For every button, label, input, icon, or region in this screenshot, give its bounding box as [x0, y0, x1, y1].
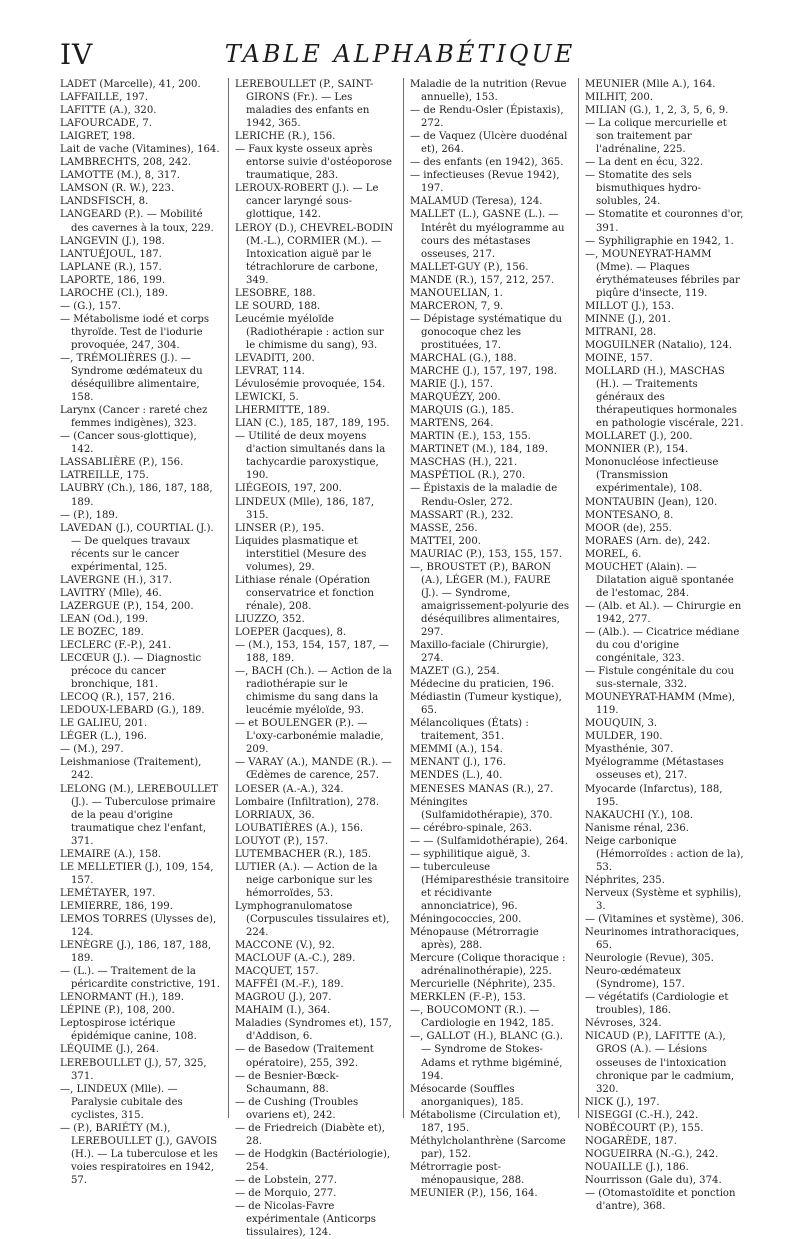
- index-entry: — La colique mercurielle et son traitement par l'adrénaline, 225.: [585, 118, 727, 156]
- index-entry: MENANT (J.), 176.: [410, 757, 506, 769]
- index-column-2: [235, 78, 395, 1239]
- index-entry: LE BOZEC, 189.: [60, 626, 144, 638]
- index-entry: LEMAIRE (A.), 158.: [60, 848, 162, 860]
- index-entry: MOINE, 157.: [585, 352, 653, 364]
- index-entry: LADET (Marcelle), 41, 200.: [60, 79, 201, 90]
- index-entry: MORAES (Arn. de), 242.: [585, 535, 711, 547]
- index-entry: MARQUÉZY, 200.: [410, 392, 501, 404]
- index-entry: MARCERON, 7, 9.: [410, 300, 504, 312]
- index-entry: MAURIAC (P.), 153, 155, 157.: [410, 548, 563, 560]
- index-entry: LAVERGNE (H.), 317.: [60, 574, 172, 586]
- index-entry: MARCHE (J.), 157, 197, 198.: [410, 366, 557, 378]
- index-entry: LAVITRY (Mlle), 46.: [60, 587, 162, 599]
- index-entry: MOLLARET (J.), 200.: [585, 431, 693, 443]
- index-entry: MOLLARD (H.), MASCHAS (H.). — Traitements généraux des thérapeutiques hormonales en pathologie viscérale, 221.: [585, 366, 744, 430]
- index-entry: Nanisme rénal, 236.: [585, 822, 689, 834]
- index-entry: — (G.), 157.: [60, 300, 121, 312]
- index-entry: Larynx (Cancer : rareté chez femmes indigènes), 323.: [60, 405, 208, 430]
- index-entry: — (M.), 153, 154, 157, 187, —188, 189.: [235, 640, 389, 665]
- index-entry: MASCHAS (H.), 221.: [410, 457, 518, 469]
- index-entry: — Fistule congénitale du cou sus-sternale, 332.: [585, 666, 734, 691]
- index-entry: LEROY (D.), CHEVREL-BODIN (M.-L.), CORMIER (M.). — Intoxication aiguë par le tétrachlorure de carbone, 349.: [235, 222, 394, 286]
- index-entry: Lait de vache (Vitamines), 164.: [60, 144, 220, 156]
- index-entry: LEROUX-ROBERT (J.). — Le cancer laryngé sous-glottique, 142.: [235, 183, 379, 221]
- index-entry: LEAN (Od.), 199.: [60, 613, 149, 625]
- index-entry: NICAUD (P.), LAFITTE (A.), GROS (A.). — Lésions osseuses de l'intoxication chronique par le cadmium, 320.: [585, 1031, 735, 1095]
- index-entry: MITRANI, 28.: [585, 326, 657, 338]
- index-columns: [60, 78, 760, 1239]
- index-entry: MILLOT (J.), 153.: [585, 300, 675, 312]
- index-entry: LOEPER (Jacques), 8.: [235, 626, 347, 638]
- index-entry: NOGUEIRRA (N.-G.), 242.: [585, 1148, 719, 1160]
- index-entry: MASSE, 256.: [410, 522, 478, 534]
- index-entry: — cérébro-spinale, 263.: [410, 822, 532, 834]
- index-entry: —, BACH (Ch.). — Action de la radiothérapie sur le chimisme du sang dans la leucémie myéloïde, 93.: [235, 666, 392, 717]
- index-entry: MENDES (L.), 40.: [410, 770, 503, 782]
- index-entry: MOOR (de), 255.: [585, 522, 672, 534]
- index-entry: LECOQ (R.), 157, 216.: [60, 692, 175, 704]
- index-entry: MALAMUD (Teresa), 124.: [410, 196, 543, 208]
- index-entry: LEMOS TORRES (Ulysses de), 124.: [60, 914, 217, 939]
- index-entry: LEDOUX-LEBARD (G.), 189.: [60, 705, 205, 717]
- index-entry: — (Otomastoïdite et ponction d'antre), 368.: [585, 1187, 736, 1213]
- index-entry: MAZET (G.), 254.: [410, 666, 500, 678]
- index-entry: —, BROUSTET (P.), BARON (A.), LÉGER (M.), FAURE (J.). — Syndrome, amaigrissement-polyurie des déséquilibres alimentaires, 297.: [410, 561, 570, 638]
- index-entry: MASSART (R.), 232.: [410, 509, 514, 521]
- index-entry: — (M.), 297.: [60, 744, 124, 756]
- index-entry: Ménopause (Métrorragie après), 288.: [410, 927, 539, 952]
- index-entry: — La dent en écu, 322.: [585, 157, 704, 169]
- index-entry: Neurologie (Revue), 305.: [585, 953, 714, 965]
- index-entry: LAROCHE (Cl.), 189.: [60, 287, 168, 299]
- index-entry: LECLERC (F.-P.), 241.: [60, 640, 172, 652]
- index-entry: MOUNEYRAT-HAMM (Mme), 119.: [585, 692, 736, 717]
- index-entry: LEMIERRE, 186, 199.: [60, 900, 173, 912]
- index-entry: Leucémie myéloïde (Radiothérapie : action sur le chimisme du sang), 93.: [235, 313, 384, 351]
- index-entry: MOUQUIN, 3.: [585, 718, 658, 730]
- index-entry: — de Cushing (Troubles ovariens et), 242.: [235, 1096, 359, 1121]
- index-entry: NICK (J.), 197.: [585, 1096, 660, 1108]
- index-entry: LUTEMBACHER (R.), 185.: [235, 848, 372, 860]
- index-entry: — Faux kyste osseux après entorse suivie d'ostéoporose traumatique, 283.: [235, 144, 393, 182]
- index-entry: LHERMITTE, 189.: [235, 405, 330, 417]
- index-entry: MACQUET, 157.: [235, 966, 319, 978]
- index-entry: LAVEDAN (J.), COURTIAL (J.). — De quelques travaux récents sur le cancer expérimental, 125.: [60, 522, 214, 573]
- index-entry: Myasthénie, 307.: [585, 744, 674, 756]
- index-entry: LIAN (C.), 185, 187, 189, 195.: [235, 418, 390, 430]
- index-entry: — — (Sulfamidothérapie), 264.: [410, 835, 569, 847]
- index-entry: Lévulosémie provoquée, 154.: [235, 379, 386, 391]
- index-entry: LÉGER (L.), 196.: [60, 731, 147, 743]
- index-entry: MILHIT, 200.: [585, 92, 653, 104]
- index-entry: Myélogramme (Métastases osseuses et), 217.: [585, 757, 724, 782]
- index-entry: MULDER, 190.: [585, 731, 663, 743]
- index-entry: — (Alb.). — Cicatrice médiane du cou d'origine congénitale, 323.: [585, 626, 740, 665]
- index-entry: Maladie de la nutrition (Revue annuelle), 153.: [410, 79, 567, 104]
- index-entry: — de Rendu-Osler (Épistaxis), 272.: [410, 105, 564, 130]
- index-entry: — tuberculeuse (Hémiparesthésie transitoire et récidivante annonciatrice), 96.: [410, 861, 570, 912]
- index-entry: NOGARÈDE, 187.: [585, 1135, 677, 1147]
- index-entry: Mononucléose infectieuse (Transmission expérimentale), 108.: [585, 457, 719, 495]
- index-entry: — infectieuses (Revue 1942), 197.: [410, 170, 560, 195]
- index-entry: — de Morquio, 277.: [235, 1187, 337, 1199]
- index-entry: MAFFÉI (M.-F.), 189.: [235, 979, 344, 991]
- page-number: IV: [60, 38, 94, 71]
- index-entry: — (Vitamines et système), 306.: [585, 914, 745, 925]
- index-entry: Mélancoliques (États) : traitement, 351.: [410, 718, 529, 743]
- index-entry: Liquides plasmatique et interstitiel (Mesure des volumes), 29.: [235, 535, 367, 573]
- index-entry: LAUBRY (Ch.), 186, 187, 188, 189.: [60, 483, 213, 508]
- index-entry: LENÈGRE (J.), 186, 187, 188, 189.: [60, 940, 212, 965]
- index-entry: Néphrites, 235.: [585, 874, 665, 886]
- index-entry: MANOUELIAN, 1.: [410, 287, 503, 299]
- index-entry: — (P.), 189.: [60, 509, 119, 521]
- index-entry: LÉQUIME (J.), 264.: [60, 1044, 159, 1056]
- index-entry: LEVRAT, 114.: [235, 366, 305, 378]
- index-entry: — Dépistage systématique du gonocoque chez les prostituées, 17.: [410, 313, 563, 351]
- index-entry: LOESER (A.-A.), 324.: [235, 783, 344, 795]
- index-entry: — VARAY (A.), MANDE (R.). — Œdèmes de carence, 257.: [235, 757, 392, 782]
- index-column-3: [410, 78, 570, 1200]
- index-entry: — Syphiligraphie en 1942, 1.: [585, 235, 734, 247]
- index-entry: LATREILLE, 175.: [60, 470, 149, 482]
- index-entry: Nerveux (Système et syphilis), 3.: [585, 887, 742, 912]
- index-entry: MAGROU (J.), 207.: [235, 992, 332, 1004]
- index-entry: NISEGGI (C.-H.), 242.: [585, 1109, 699, 1121]
- index-entry: Neurinomes intrathoraciques, 65.: [585, 927, 740, 952]
- index-entry: MILIAN (G.), 1, 2, 3, 5, 6, 9.: [585, 105, 729, 117]
- page-title: TABLE ALPHABÉTIQUE: [224, 40, 576, 68]
- index-entry: MACLOUF (A.-C.), 289.: [235, 953, 356, 965]
- index-entry: Neuro-œdémateux (Syndrome), 157.: [585, 966, 685, 991]
- index-entry: MARCHAL (G.), 188.: [410, 352, 517, 364]
- index-entry: Méthylcholanthrène (Sarcome par), 152.: [410, 1135, 566, 1160]
- index-entry: — de Hodgkin (Bactériologie), 254.: [235, 1148, 391, 1173]
- index-entry: LUTIER (A.). — Action de la neige carbonique sur les hémorroïdes, 53.: [235, 861, 378, 899]
- index-entry: — Utilité de deux moyens d'action simultanés dans la tachycardie paroxystique, 190.: [235, 431, 386, 482]
- index-entry: Leptospirose ictérique épidémique canine, 108.: [60, 1018, 197, 1043]
- index-entry: LE SOURD, 188.: [235, 300, 321, 312]
- index-entry: LANDSFISCH, 8.: [60, 196, 149, 208]
- index-entry: MEMMI (A.), 154.: [410, 744, 503, 756]
- index-entry: LEMÉTAYER, 197.: [60, 887, 156, 899]
- index-entry: MOUCHET (Alain). — Dilatation aiguë spontanée de l'estomac, 284.: [585, 561, 734, 599]
- index-entry: — Stomatite des sels bismuthiques hydro-solubles, 24.: [585, 170, 702, 208]
- index-entry: MENESES MANAS (R.), 27.: [410, 783, 554, 795]
- index-entry: Mercure (Colique thoracique : adrénalinothérapie), 225.: [410, 953, 566, 978]
- index-entry: MARTENS, 264.: [410, 418, 494, 430]
- index-entry: — de Besnier-Bœck-Schaumann, 88.: [235, 1070, 339, 1095]
- index-entry: MARTIN (E.), 153, 155.: [410, 431, 531, 443]
- index-entry: LENORMANT (H.), 189.: [60, 992, 184, 1004]
- index-entry: — végétatifs (Cardiologie et troubles), 186.: [585, 992, 729, 1017]
- index-entry: MANDE (R.), 157, 212, 257.: [410, 274, 555, 286]
- index-entry: LIÉGEOIS, 197, 200.: [235, 483, 342, 495]
- index-entry: — syphilitique aiguë, 3.: [410, 848, 531, 860]
- index-entry: — Épistaxis de la maladie de Rendu-Osler, 272.: [410, 483, 558, 508]
- index-entry: MEUNIER (Mlle A.), 164.: [585, 79, 716, 90]
- index-entry: LORRIAUX, 36.: [235, 809, 315, 821]
- index-entry: MINNE (J.), 201.: [585, 313, 671, 325]
- index-column-4: [585, 78, 745, 1213]
- index-entry: LANGEVIN (J.), 198.: [60, 235, 165, 247]
- index-entry: LEWICKI, 5.: [235, 392, 299, 404]
- index-entry: LAFOURCADE, 7.: [60, 118, 152, 130]
- index-entry: Mésocarde (Souffles anorganiques), 185.: [410, 1083, 524, 1108]
- index-entry: MARTINET (M.), 184, 189.: [410, 444, 548, 456]
- index-entry: MOREL, 6.: [585, 548, 642, 560]
- index-entry: LAMSON (R. W.), 223.: [60, 183, 175, 195]
- index-entry: LERICHE (R.), 156.: [235, 131, 336, 143]
- index-entry: LAFFAILLE, 197.: [60, 92, 149, 104]
- index-entry: — (P.), BARIÉTY (M.), LEREBOULLET (J.), GAVOIS (H.). — La tuberculose et les voies respiratoires en 1942, 57.: [60, 1122, 218, 1186]
- index-entry: LÉPINE (P.), 108, 200.: [60, 1005, 175, 1017]
- index-entry: NOBÉCOURT (P.), 155.: [585, 1122, 704, 1134]
- index-entry: Maxillo-faciale (Chirurgie), 274.: [410, 640, 549, 665]
- index-entry: —, LINDEUX (Mlle). — Paralysie cubitale des cyclistes, 315.: [60, 1083, 183, 1121]
- index-entry: LOUYOT (P.), 157.: [235, 835, 329, 847]
- index-entry: LAPLANE (R.), 157.: [60, 261, 162, 273]
- index-entry: MATTEI, 200.: [410, 535, 481, 547]
- index-entry: LESOBRE, 188.: [235, 287, 316, 299]
- index-entry: LASSABLIÈRE (P.), 156.: [60, 457, 184, 469]
- index-entry: LAMBRECHTS, 208, 242.: [60, 157, 192, 169]
- index-entry: — de Friedreich (Diabète et), 28.: [235, 1122, 385, 1147]
- index-entry: Lymphogranulomatose (Corpuscules tissulaires et), 224.: [235, 900, 390, 939]
- index-entry: —, GALLOT (H.), BLANC (G.). — Syndrome de Stokes-Adams et rythme bigéminé, 194.: [410, 1031, 563, 1082]
- index-entry: —, MOUNEYRAT-HAMM (Mme). — Plaques érythémateuses fébriles par piqûre d'insecte, 119.: [585, 248, 740, 299]
- index-entry: LINSER (P.), 195.: [235, 522, 325, 534]
- index-entry: NAKAUCHI (Y.), 108.: [585, 809, 694, 821]
- index-entry: Médecine du praticien, 196.: [410, 679, 555, 691]
- index-entry: Méningococcies, 200.: [410, 914, 522, 925]
- index-entry: LINDEUX (Mlle), 186, 187, 315.: [235, 496, 375, 521]
- index-entry: MONTAUBIN (Jean), 120.: [585, 496, 718, 508]
- index-entry: LAZERGUE (P.), 154, 200.: [60, 600, 194, 612]
- index-entry: MACCONE (V.), 92.: [235, 940, 335, 952]
- index-entry: LANTUÉJOUL, 187.: [60, 248, 162, 260]
- index-entry: — (Alb. et Al.). — Chirurgie en 1942, 277.: [585, 600, 742, 625]
- index-entry: Névroses, 324.: [585, 1018, 662, 1030]
- page-header: [40, 38, 760, 78]
- index-entry: LELONG (M.), LEREBOULLET (J.). — Tuberculose primaire de la peau d'origine traumatique chez l'enfant, 371.: [60, 783, 218, 847]
- index-entry: Méningites (Sulfamidothérapie), 370.: [410, 796, 553, 821]
- index-entry: MERKLEN (F.-P.), 153.: [410, 992, 526, 1004]
- index-entry: MALLET-GUY (P.), 156.: [410, 261, 529, 273]
- index-entry: Métrorragie post-ménopausique, 288.: [410, 1161, 525, 1186]
- index-entry: — Stomatite et couronnes d'or, 391.: [585, 209, 744, 234]
- index-entry: MONNIER (P.), 154.: [585, 444, 689, 456]
- index-entry: LAIGRET, 198.: [60, 131, 136, 143]
- index-entry: LEVADITI, 200.: [235, 352, 315, 364]
- index-entry: LAFITTE (A.), 320.: [60, 105, 157, 117]
- index-entry: — (L.). — Traitement de la péricardite constrictive, 191.: [60, 966, 220, 991]
- index-entry: MALLET (L.), GASNE (L.). — Intérêt du myélogramme au cours des métastases osseuses, 217.: [410, 209, 565, 260]
- index-entry: —, TRÉMOLIÈRES (J.). — Syndrome œdémateux du déséquilibre alimentaire, 158.: [60, 352, 203, 404]
- index-entry: Mercurielle (Néphrite), 235.: [410, 979, 556, 991]
- index-entry: MONTESANO, 8.: [585, 509, 674, 521]
- index-entry: LE MELLETIER (J.), 109, 154, 157.: [60, 861, 214, 886]
- index-entry: MARQUIS (G.), 185.: [410, 405, 514, 417]
- index-entry: MOGUILNER (Natalio), 124.: [585, 339, 733, 351]
- index-entry: — (Cancer sous-glottique), 142.: [60, 431, 197, 456]
- index-entry: LECŒUR (J.). — Diagnostic précoce du cancer bronchique, 181.: [60, 653, 202, 691]
- index-entry: MAHAIM (I.), 364.: [235, 1005, 331, 1017]
- index-entry: Nourrisson (Gale du), 374.: [585, 1174, 722, 1186]
- index-entry: Neige carbonique (Hémorroïdes : action de la), 53.: [585, 835, 744, 873]
- index-column-1: [60, 78, 220, 1187]
- index-entry: LAPORTE, 186, 199.: [60, 274, 166, 286]
- index-entry: MEUNIER (P.), 156, 164.: [410, 1187, 538, 1199]
- index-entry: Lithiase rénale (Opération conservatrice et fonction rénale), 208.: [235, 574, 374, 612]
- index-entry: LEREBOULLET (J.), 57, 325, 371.: [60, 1057, 207, 1082]
- index-entry: Leishmaniose (Traitement), 242.: [60, 757, 202, 782]
- index-entry: Lombaire (Infiltration), 278.: [235, 796, 380, 808]
- index-entry: LEREBOULLET (P., SAINT-GIRONS (Fr.). — Les maladies des enfants en 1942, 365.: [235, 79, 374, 130]
- index-entry: Métabolisme (Circulation et), 187, 195.: [410, 1109, 561, 1134]
- index-entry: MARIE (J.), 157.: [410, 379, 494, 391]
- index-entry: Myocarde (Infarctus), 188, 195.: [585, 783, 723, 808]
- index-entry: LE GALIEU, 201.: [60, 718, 148, 730]
- index-entry: — de Lobstein, 277.: [235, 1174, 338, 1186]
- index-entry: Médiastin (Tumeur kystique), 65.: [410, 692, 562, 717]
- index-entry: — et BOULENGER (P.). — L'oxy-carbonémie maladie, 209.: [235, 718, 384, 756]
- index-entry: — de Vaquez (Ulcère duodénal et), 264.: [410, 131, 568, 156]
- index-entry: LOUBATIÈRES (A.), 156.: [235, 822, 364, 834]
- index-entry: — des enfants (en 1942), 365.: [410, 157, 564, 169]
- index-entry: — Métabolisme iodé et corps thyroïde. Test de l'iodurie provoquée, 247, 304.: [60, 313, 209, 351]
- index-entry: LIUZZO, 352.: [235, 613, 305, 625]
- index-entry: NOUAILLE (J.), 186.: [585, 1161, 689, 1173]
- index-entry: LANGEARD (P.). — Mobilité des cavernes à la toux, 229.: [60, 209, 214, 234]
- index-entry: — de Basedow (Traitement opératoire), 255, 392.: [235, 1044, 374, 1069]
- index-entry: MASPÉTIOL (R.), 270.: [410, 470, 526, 482]
- index-entry: —, BOUCOMONT (R.). — Cardiologie en 1942, 185.: [410, 1005, 554, 1030]
- index-entry: LAMOTTE (M.), 8, 317.: [60, 170, 180, 182]
- index-entry: — de Nicolas-Favre expérimentale (Anticorps tissulaires), 124.: [235, 1201, 376, 1239]
- index-entry: Maladies (Syndromes et), 157, d'Addison, 6.: [235, 1018, 392, 1043]
